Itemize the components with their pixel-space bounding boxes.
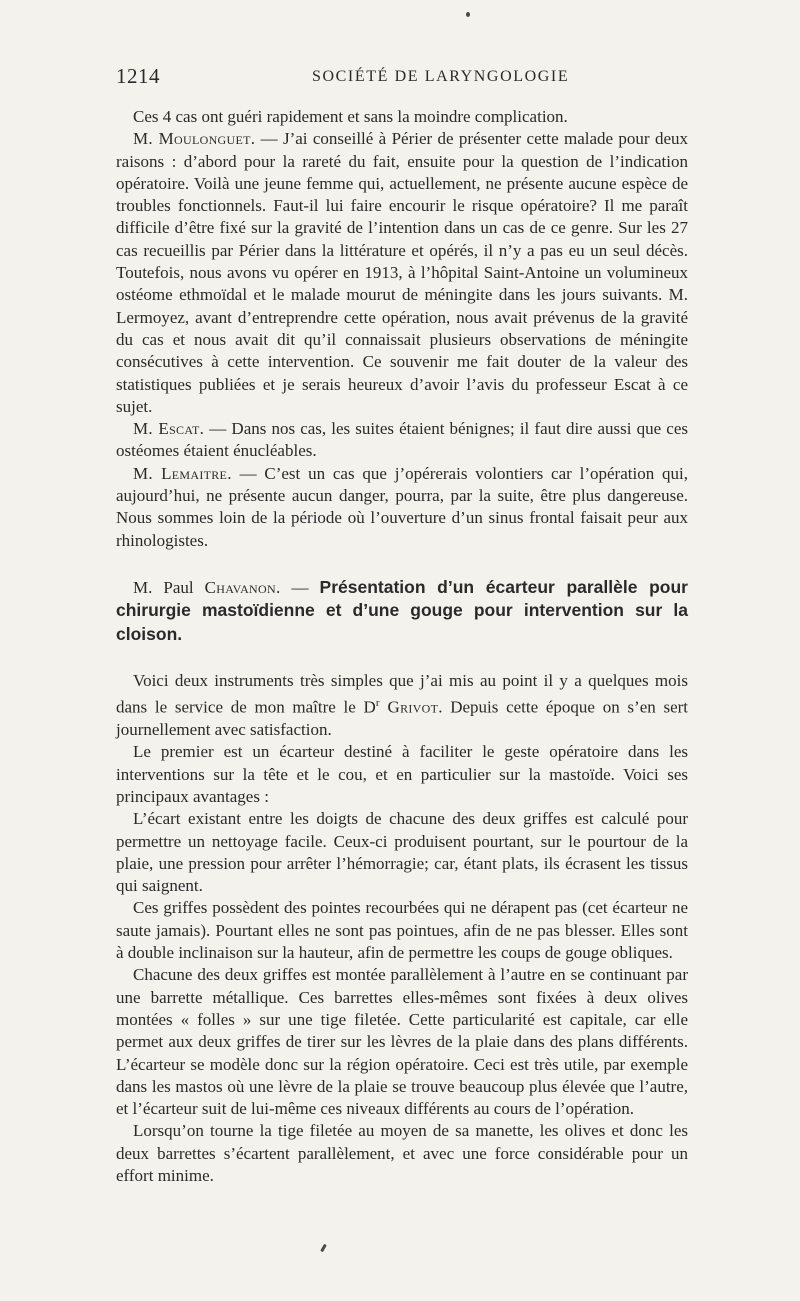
superscript: r — [375, 697, 380, 710]
running-head: SOCIÉTÉ DE LARYNGOLOGIE — [312, 68, 570, 85]
paragraph — [116, 463, 688, 552]
person-name: Grivot — [379, 697, 439, 717]
paragraph — [116, 808, 688, 897]
paragraph — [116, 741, 688, 808]
page-header — [116, 64, 688, 94]
paragraph-text: — C’est un cas que j’opérerais volontiers car l’opération qui, aujourd’hui, ne présente aucun danger, pourra, par la suite, être plus dangereuse. Nous sommes loin de la période où l’ouverture d’un sinus frontal faisait peur aux rhinologistes. — [116, 463, 688, 550]
paragraph-text: — J’ai conseillé à Périer de présenter cette malade pour deux raisons : d’abord pour la rareté du fait, ensuite pour la question de l’indication opératoire. Voilà une jeune femme qui, actuellement, ne présente aucune espèce de troubles fonctionnels. Faut-il lui faire encourir le risque opératoire? Il me paraît difficile d’être fixé sur la gravité de l’intention dans un cas de ce genre. Sur les 27 cas recueillis par Périer dans la littérature et opérés, il n’y a pas eu un seul décès. Toutefois, nous avons vu opérer en 1913, à l’hôpital Saint-Antoine un volumineux ostéome ethmoïdal et le malade mourut de méningite dans les jours suivants. M. Lermoyez, avant d’entreprendre cette opération, nous avait prévenus de la gravité du cas et nous avait dit qu’il connaissait plusieurs observations de méningite consécutives à cette intervention. Ce souvenir me fait douter de la valeur des statistiques publiées et je serais heureux d’avoir l’avis du professeur Escat à ce sujet. — [116, 129, 688, 416]
paragraph-text: Voici deux instruments très simples que j’ai mis au point il y a quelques mois dans le service de mon maître le D — [116, 670, 688, 717]
section-gap — [116, 552, 688, 576]
presentation-title: Présentation d’un écarteur parallèle pour chirurgie mastoïdienne et d’une gouge pour intervention sur la cloison. — [116, 576, 688, 644]
paragraph-text: Chacune des deux griffes est montée parallèlement à l’autre en se continuant par une barrette métallique. Ces barrettes elles-mêmes sont fixées à deux olives montées « folles » sur une tige filetée. Cette particularité est capitale, car elle permet aux deux griffes de tirer sur les lèvres de la plaie dans des plans différents. L’écarteur se modèle donc sur la région opératoire. Ceci est très utile, par exemple dans les mastos où une lèvre de la plaie se trouve beaucoup plus élevée que l’autre, et l’écarteur suit de lui-même ces niveaux différents au cours de l’opération. — [116, 965, 688, 1119]
speaker-name: M. Lemaitre. — [133, 463, 232, 483]
section-gap — [116, 646, 688, 670]
paragraph-text: Le premier est un écarteur destiné à faciliter le geste opératoire dans les interventions sur la tête et le cou, et en particulier sur la mastoïde. Voici ses principaux avantages : — [116, 742, 688, 806]
text-body — [116, 106, 688, 1187]
paragraph-text: Lorsqu’on tourne la tige filetée au moyen de sa manette, les olives et donc les deux barrettes s’écartent parallèlement, et avec une force considérable pour un effort minime. — [116, 1121, 688, 1186]
author-prefix: M. Paul — [133, 577, 205, 597]
heading-dash: — — [280, 577, 320, 597]
paragraph-text: L’écart existant entre les doigts de chacune des deux griffes est calculé pour permettre un nettoyage facile. Ceux-ci produisent pourtant, sur le pourtour de la plaie, une pression pour arrêter l’hémorragie; car, étant plats, ils écrasent les tissus qui saignent. — [116, 809, 688, 896]
print-speck — [320, 1244, 327, 1252]
paragraph-text: Ces 4 cas ont guéri rapidement et sans la moindre complication. — [133, 107, 568, 126]
paragraph — [116, 1120, 688, 1187]
paragraph — [116, 670, 688, 742]
paragraph — [116, 964, 688, 1120]
paragraph-text: . Depuis cette époque on s’en sert journellement avec satisfaction. — [116, 697, 688, 740]
paragraph — [116, 128, 688, 418]
paragraph — [116, 897, 688, 964]
paragraph — [116, 418, 688, 463]
paragraph-text: Ces griffes possèdent des pointes recourbées qui ne dérapent pas (cet écarteur ne saute jamais). Pourtant elles ne sont pas pointues, afin de ne pas blesser. Elles sont à double inclinaison sur la hauteur, afin de permettre les coups de gouge obliques. — [116, 898, 688, 963]
page-number: 1214 — [116, 64, 160, 88]
author-name: Chavanon. — [204, 577, 281, 597]
speaker-name: M. Moulonguet. — [133, 129, 256, 149]
print-speck — [466, 12, 470, 17]
presentation-heading — [116, 576, 688, 646]
paragraph-text: — Dans nos cas, les suites étaient bénignes; il faut dire aussi que ces ostéomes étaient énucléables. — [116, 419, 688, 461]
paragraph — [116, 106, 688, 128]
speaker-name: M. Escat. — [133, 419, 205, 439]
